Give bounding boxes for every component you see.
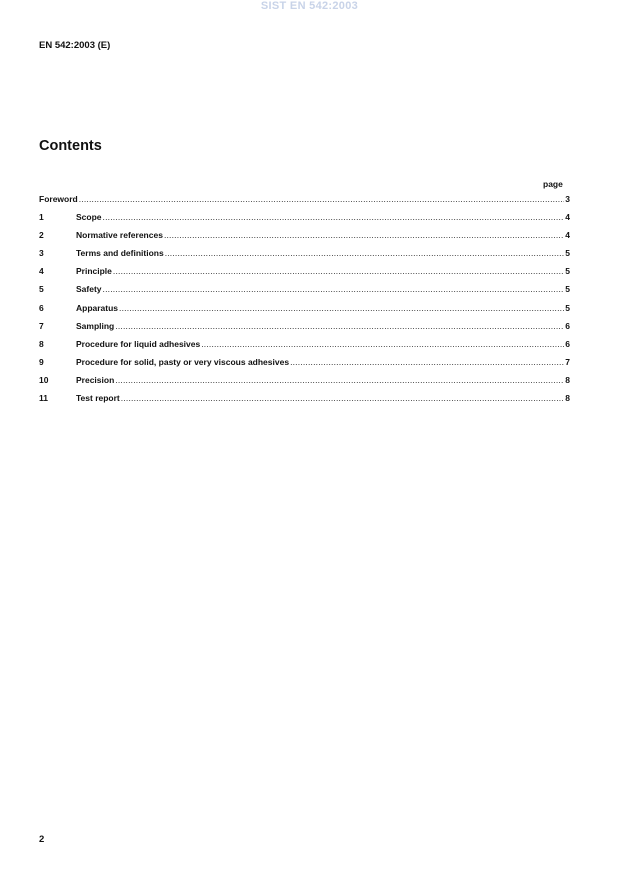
toc-entry-number: 9 (39, 356, 44, 367)
toc-entry-normative-references[interactable] (39, 230, 570, 248)
toc-entry-title: Scope (76, 212, 102, 223)
toc-entry-title: Procedure for solid, pasty or very viscous adhesives (76, 356, 290, 367)
contents-heading: Contents (39, 138, 102, 154)
toc-dot-leader (115, 375, 564, 385)
toc-entry-test-report[interactable] (39, 393, 570, 411)
toc-entry-foreword[interactable] (39, 194, 570, 212)
toc-dot-leader (290, 357, 564, 367)
toc-entry-title: Sampling (76, 320, 115, 331)
toc-entry-title: Safety (76, 284, 102, 295)
toc-dot-leader (79, 194, 565, 204)
toc-dot-leader (121, 393, 564, 403)
toc-entry-page: 8 (565, 393, 570, 404)
page-column-label: page (543, 179, 563, 189)
toc-entry-title: Principle (76, 266, 112, 277)
toc-entry-number: 8 (39, 338, 44, 349)
toc-entry-sampling[interactable] (39, 321, 570, 339)
toc-entry-page: 6 (565, 320, 570, 331)
toc-entry-number: 11 (39, 393, 48, 404)
toc-dot-leader (165, 248, 565, 258)
toc-entry-number: 4 (39, 266, 44, 277)
toc-entry-page: 5 (565, 284, 570, 295)
toc-entry-title: Test report (76, 393, 120, 404)
toc-entry-safety[interactable] (39, 284, 570, 302)
toc-entry-number: 2 (39, 230, 44, 241)
toc-entry-apparatus[interactable] (39, 303, 570, 321)
toc-entry-principle[interactable] (39, 266, 570, 284)
toc-dot-leader (164, 230, 564, 240)
toc-entry-title: Apparatus (76, 302, 119, 313)
toc-entry-title: Procedure for liquid adhesives (76, 338, 201, 349)
toc-entry-page: 5 (565, 248, 570, 259)
toc-dot-leader (201, 339, 564, 349)
toc-entry-page: 8 (565, 374, 570, 385)
toc-entry-number: 1 (39, 212, 44, 223)
toc-entry-title: Precision (76, 374, 115, 385)
toc-dot-leader (119, 303, 564, 313)
toc-dot-leader (115, 321, 564, 331)
toc-dot-leader (113, 266, 564, 276)
page-number: 2 (39, 834, 45, 845)
toc-entry-page: 4 (565, 212, 570, 223)
toc-entry-procedure-liquid[interactable] (39, 339, 570, 357)
toc-entry-scope[interactable] (39, 212, 570, 230)
toc-entry-page: 5 (565, 302, 570, 313)
toc-entry-page: 4 (565, 230, 570, 241)
toc-entry-precision[interactable] (39, 375, 570, 393)
toc-entry-number: 6 (39, 302, 44, 313)
toc-entry-terms-and-definitions[interactable] (39, 248, 570, 266)
toc-entry-page: 5 (565, 266, 570, 277)
toc-entry-page: 7 (565, 356, 570, 367)
toc-entry-number: 5 (39, 284, 44, 295)
toc-entry-title: Normative references (76, 230, 163, 241)
watermark: SIST EN 542:2003 (260, 0, 359, 12)
toc-entry-number: 10 (39, 374, 49, 385)
toc-entry-procedure-solid[interactable] (39, 357, 570, 375)
toc-dot-leader (103, 284, 565, 294)
toc-entry-title: Foreword (39, 194, 78, 204)
toc-dot-leader (103, 212, 565, 222)
toc-entry-page: 6 (565, 338, 570, 349)
toc-entry-number: 7 (39, 320, 44, 331)
toc-entry-number: 3 (39, 248, 44, 259)
toc-entry-page: 3 (565, 194, 570, 204)
document-id-header: EN 542:2003 (E) (39, 40, 111, 51)
table-of-contents (39, 194, 570, 411)
toc-entry-title: Terms and definitions (76, 248, 164, 259)
